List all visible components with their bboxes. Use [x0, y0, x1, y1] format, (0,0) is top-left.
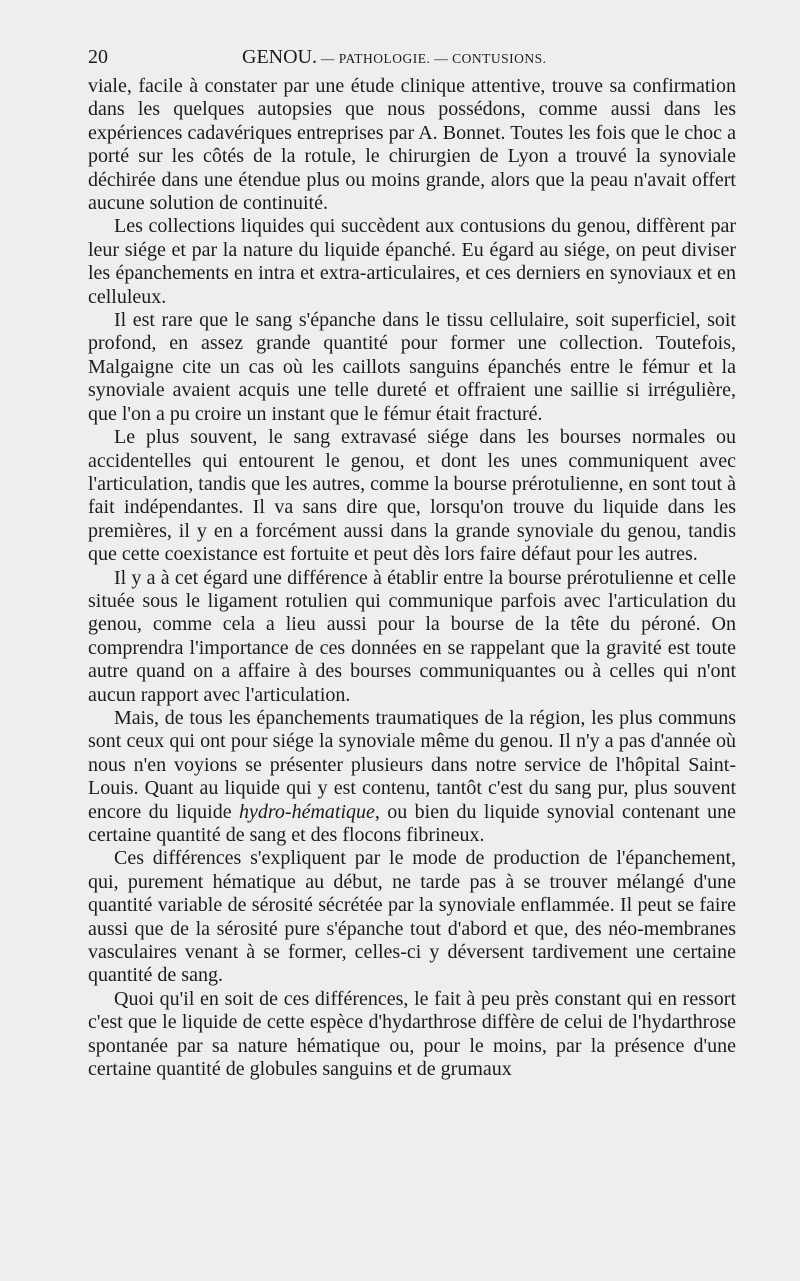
- paragraph: Quoi qu'il en soit de ces différences, le fait à peu près constant qui en ressort c'est que le liquide de cette espèce d'hydarthrose diffère de celui de l'hydarthrose spontanée par sa nature hématique ou, pour le moins, par la présence d'une certaine quantité de globules sanguins et de grumaux: [88, 987, 736, 1081]
- body-text: [88, 75, 736, 1081]
- paragraph: Il est rare que le sang s'épanche dans le tissu cellulaire, soit superficiel, soit profond, en assez grande quantité pour former une collection. Toutefois, Malgaigne cite un cas où les caillots sanguins épanchés entre le fémur et la synoviale avaient acquis une telle dureté et offraient une saillie si irrégulière, que l'on a pu croire un instant que le fémur était fracturé.: [88, 309, 736, 425]
- paragraph-text: , ou bien du liquide synovial contenant une certaine quantité de sang et des flocons fibrineux.: [88, 800, 737, 846]
- running-header: [88, 44, 736, 70]
- paragraph-text: Mais, de tous les épanchements traumatiques de la région, les plus communs sont ceux qui ont pour siége la synoviale même du genou. Il n'y a pas d'année où nous n'en voyions se présenter plusieurs dans notre service de l'hôpital Saint-Louis. Quant au liquide qui y est contenu, tantôt c'est du sang pur, plus souvent encore du liquide: [88, 706, 736, 823]
- title-main: GENOU.: [242, 46, 317, 68]
- italic-term: hydro-hématique: [239, 800, 375, 823]
- title-separator: —: [317, 51, 339, 66]
- running-title: [242, 44, 547, 72]
- paragraph-continuation: viale, facile à constater par une étude clinique attentive, trouve sa confirmation dans les quelques autopsies que nous possédons, comme aussi dans les expériences cadavériques entreprises par A. Bonnet. Toutes les fois que le choc a porté sur les côtés de la rotule, le chirurgien de Lyon a trouvé la synoviale déchirée dans une étendue plus ou moins grande, alors que la peau n'avait offert aucune solution de continuité.: [88, 75, 736, 215]
- title-section: PATHOLOGIE.: [338, 51, 431, 66]
- title-subsection: CONTUSIONS.: [452, 51, 547, 66]
- paragraph: Les collections liquides qui succèdent aux contusions du genou, diffèrent par leur siége et par la nature du liquide épanché. Eu égard au siége, on peut diviser les épanchements en intra et extra-articulaires, et ces derniers en synoviaux et en celluleux.: [88, 215, 736, 308]
- paragraph: Ces différences s'expliquent par le mode de production de l'épanchement, qui, purement hématique au début, ne tarde pas à se trouver mélangé d'une quantité variable de sérosité sécrétée par la synoviale enflammée. Il peut se faire aussi que de la sérosité pure s'épanche tout d'abord et que, des néo-membranes vasculaires venant à se former, celles-ci y déversent tardivement une certaine quantité de sang.: [88, 847, 736, 987]
- page-number: 20: [88, 46, 108, 68]
- paragraph: Il y a à cet égard une différence à établir entre la bourse prérotulienne et celle située sous le ligament rotulien qui communique parfois avec l'articulation du genou, comme cela a lieu aussi pour la bourse de la tête du péroné. On comprendra l'importance de ces données en se rappelant que la gravité est toute autre quand on a affaire à des bourses communiquantes ou à celles qui n'ont aucun rapport avec l'articulation.: [88, 566, 736, 706]
- paragraph: Le plus souvent, le sang extravasé siége dans les bourses normales ou accidentelles qui entourent le genou, et dont les unes communiquent avec l'articulation, tandis que les autres, comme la bourse prérotulienne, en sont tout à fait indépendantes. Il va sans dire que, lorsqu'on trouve du liquide dans les premières, il y en a forcément aussi dans la grande synoviale du genou, tandis que cette coexistance est fortuite et peut dès lors faire défaut pour les autres.: [88, 426, 736, 566]
- paragraph: [88, 707, 736, 847]
- title-separator: —: [430, 51, 453, 66]
